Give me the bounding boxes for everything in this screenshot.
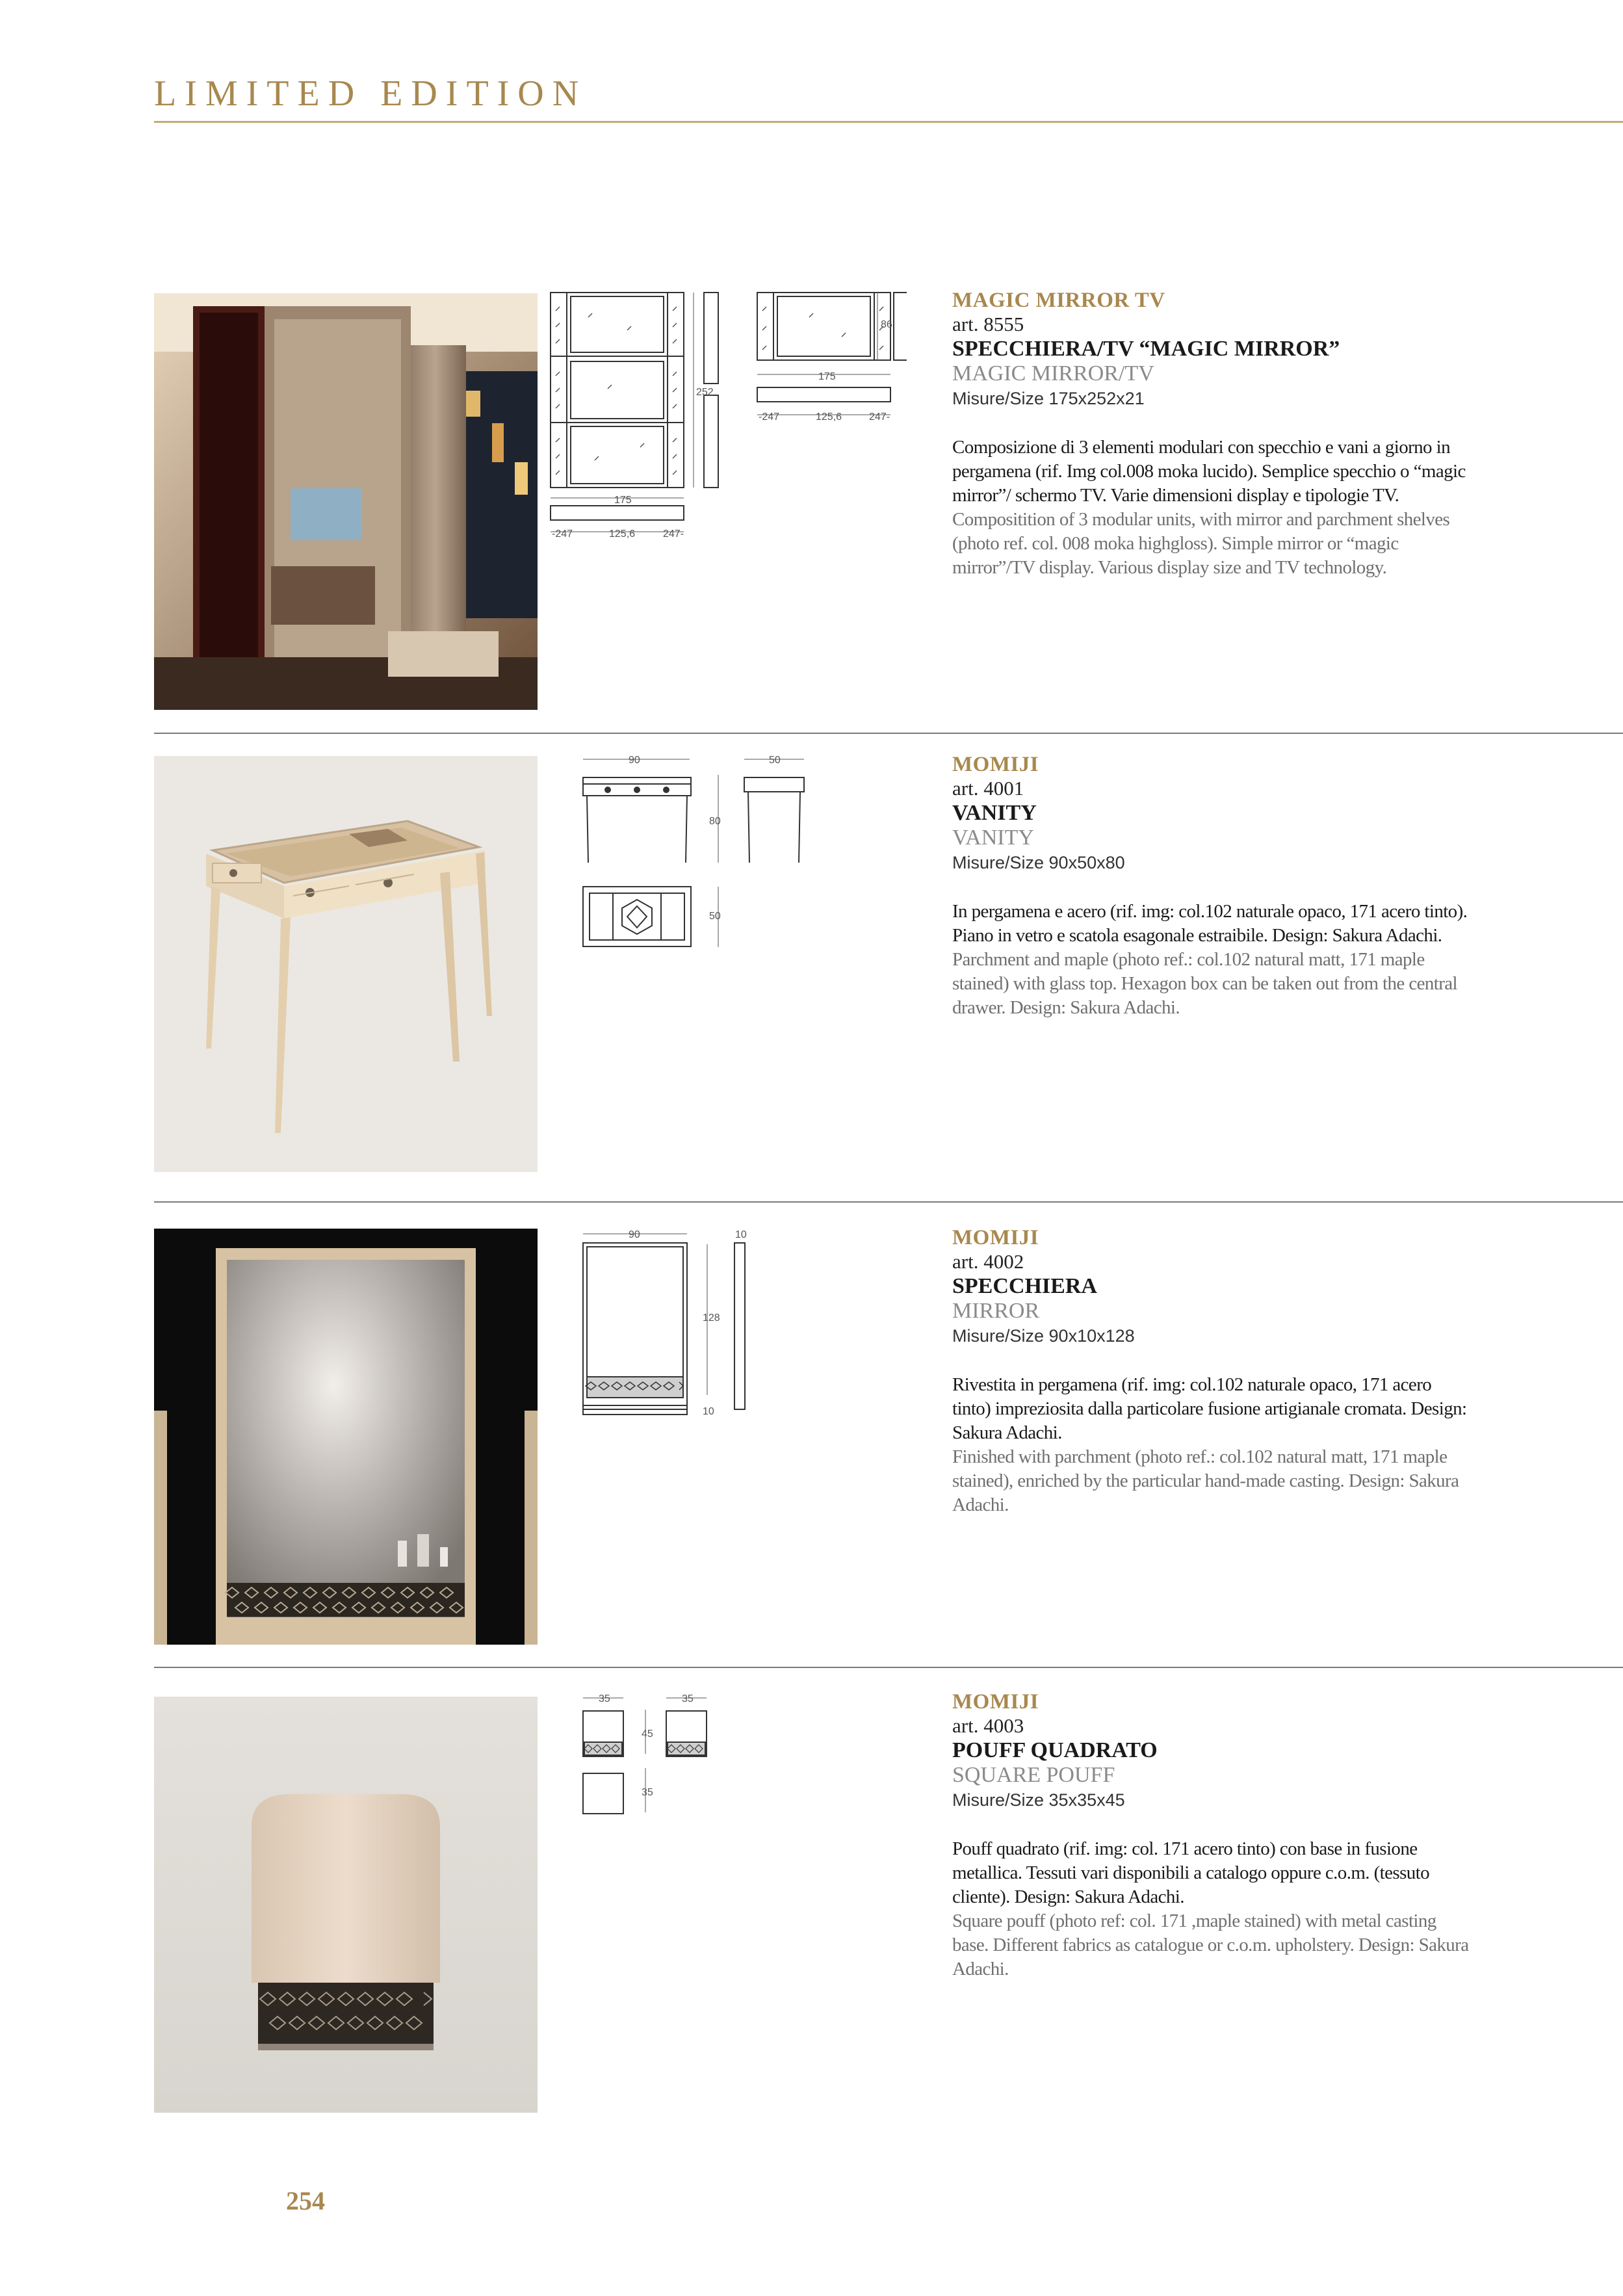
header-rule [154,121,1623,123]
mirror-dim-d2: 10 [703,1406,714,1417]
pouff-text [952,1690,1472,1981]
product-description-italian: Pouff quadrato (rif. img: col. 171 acero tinto) con base in fusione metallica. Tessuti vari disponibili a catalogo oppure c.o.m. (tessuto cliente). Design: Sakura Adachi. [952,1838,1430,1907]
pouff-dim-w2: 35 [682,1693,694,1704]
product-art-number: art. 8555 [952,313,1024,335]
page-number: 254 [286,2186,325,2215]
mirror-text [952,1226,1472,1517]
product-collection: MOMIJI [952,753,1039,776]
mirror-drawing [582,1226,764,1421]
mirror-illustration [154,1229,538,1645]
pouff-dim-d: 35 [642,1787,653,1798]
vanity-photo [154,756,538,1172]
product-size: Misure/Size 35x35x45 [952,1790,1125,1810]
vanity-text [952,753,1472,1020]
product-name-italian: SPECCHIERA/TV “MAGIC MIRROR” [952,337,1340,361]
magic-mirror-text [952,289,1472,580]
pouff-photo [154,1697,538,2113]
product-collection: MAGIC MIRROR TV [952,289,1165,312]
magic-mirror-dim-left2: -247 [759,411,780,423]
product-art-number: art. 4002 [952,1250,1024,1273]
product-description-english: Compositition of 3 modular units, with mirror and parchment shelves (photo ref. col. 008 moka highgloss). Simple mirror or “magic mirror”/TV display. Various display size and TV technology. [952,509,1450,578]
page-header-title: LIMITED EDITION [154,73,588,114]
product-size: Misure/Size 175x252x21 [952,389,1145,408]
product-name-english: SQUARE POUFF [952,1763,1115,1787]
product-description-english: Parchment and maple (photo ref.: col.102 natural matt, 171 maple stained) with glass top. Hexagon box can be taken out from the central drawer. Design: Sakura Adachi. [952,949,1458,1018]
magic-mirror-dim-h-small: 86 [881,319,892,330]
product-art-number: art. 4003 [952,1714,1024,1737]
mirror-dim-h: 128 [703,1312,720,1324]
product-art-number: art. 4001 [952,777,1024,800]
product-description-italian: In pergamena e acero (rif. img: col.102 naturale opaco, 171 acero tinto). Piano in vetro e scatola esagonale estraibile. Design: Sakura Adachi. [952,901,1468,946]
product-collection: MOMIJI [952,1226,1039,1249]
vanity-dim-h: 80 [709,816,721,827]
magic-mirror-dim-h: 252 [696,387,714,398]
mirror-photo [154,1229,538,1645]
product-collection: MOMIJI [952,1690,1039,1714]
vanity-dim-d2: 50 [709,911,721,922]
vanity-dim-w: 90 [629,755,640,766]
product-size: Misure/Size 90x50x80 [952,853,1125,872]
product-name-english: MAGIC MIRROR/TV [952,361,1154,385]
mirror-dim-w: 90 [629,1229,640,1240]
mirror-dim-d: 10 [735,1229,747,1240]
magic-mirror-room-illustration [154,293,538,710]
product-name-english: MIRROR [952,1299,1040,1323]
magic-mirror-dim-mid2: 125,6 [816,411,842,423]
magic-mirror-dim-right: 247- [663,528,684,540]
product-description-english: Square pouff (photo ref: col. 171 ,maple stained) with metal casting base. Different fabrics as catalogue or c.o.m. upholstery. Design: Sakura Adachi. [952,1911,1469,1979]
product-name-italian: VANITY [952,801,1037,825]
product-description-italian: Composizione di 3 elementi modulari con specchio e vani a giorno in pergamena (rif. Img col.008 moka lucido). Semplice specchio o “magic mirror”/ schermo TV. Varie dimensioni display e tipologie TV. [952,437,1466,506]
pouff-dim-h: 45 [642,1729,653,1740]
product-description-italian: Rivestita in pergamena (rif. img: col.102 naturale opaco, 171 acero tinto) impreziosita dalla particolare fusione artigianale cromata. Design: Sakura Adachi. [952,1374,1467,1443]
magic-mirror-photo [154,293,538,710]
vanity-illustration [154,756,538,1172]
product-name-english: VANITY [952,826,1034,850]
magic-mirror-drawing [549,291,907,545]
magic-mirror-dim-w-small: 175 [818,371,836,382]
product-name-italian: SPECCHIERA [952,1274,1097,1298]
section-separator [154,1201,1623,1203]
magic-mirror-dim-w: 175 [614,495,632,506]
pouff-dim-w: 35 [599,1693,610,1704]
pouff-drawing [582,1690,725,1820]
product-description-english: Finished with parchment (photo ref.: col.102 natural matt, 171 maple stained), enriched by the particular hand-made casting. Design: Sakura Adachi. [952,1446,1459,1515]
pouff-illustration [154,1697,538,2113]
section-separator [154,1667,1623,1668]
vanity-drawing [582,755,816,950]
magic-mirror-dim-left: -247 [552,528,573,540]
section-separator [154,733,1623,734]
product-size: Misure/Size 90x10x128 [952,1326,1135,1346]
vanity-dim-d: 50 [769,755,781,766]
product-name-italian: POUFF QUADRATO [952,1738,1158,1762]
magic-mirror-dim-mid: 125,6 [609,528,636,540]
magic-mirror-dim-right2: 247- [869,411,890,423]
